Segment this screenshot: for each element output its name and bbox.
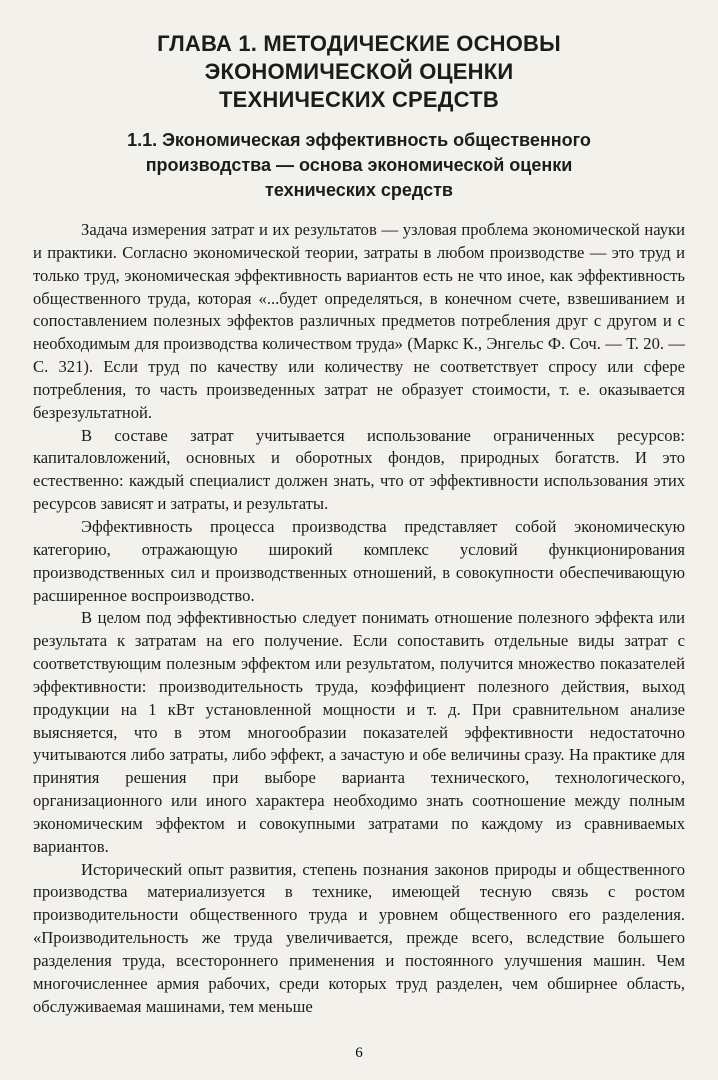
body-text — [33, 219, 685, 1019]
section-title-line: технических средств — [265, 180, 453, 200]
chapter-title-line: ГЛАВА 1. МЕТОДИЧЕСКИЕ ОСНОВЫ — [157, 31, 561, 56]
section-title-line: 1.1. Экономическая эффективность общественного — [127, 130, 591, 150]
section-title — [33, 128, 685, 203]
paragraph: В целом под эффективностью следует понимать отношение полезного эффекта или результата к затратам на его получение. Если сопоставить отдельные виды затрат с соответствующим полезным эффектом или результатом, получится множество показателей эффективности: производительность труда, коэффициент полезного действия, выход продукции на 1 кВт установленной мощности и т. д. При сравнительном анализе выясняется, что в этом многообразии показателей эффективности недостаточно учитываются либо затраты, либо эффект, а зачастую и обе величины сразу. На практике для принятия решения при выборе варианта технического, технологического, организационного или иного характера необходимо знать соотношение между полным экономическим эффектом и совокупными затратами по каждому из сравниваемых вариантов. — [33, 608, 685, 856]
paragraph: В составе затрат учитывается использование ограниченных ресурсов: капиталовложений, основных и оборотных фондов, природных богатств. И это естественно: каждый специалист должен знать, что от эффективности использования этих ресурсов зависят и затраты, и результаты. — [33, 425, 685, 514]
chapter-title-line: ТЕХНИЧЕСКИХ СРЕДСТВ — [219, 87, 499, 112]
paragraph: Эффективность процесса производства представляет собой экономическую категорию, отражающую широкий комплекс условий функционирования производственных сил и производственных отношений, в совокупности обеспечивающую расширенное воспроизводство. — [33, 516, 685, 605]
chapter-title-line: ЭКОНОМИЧЕСКОЙ ОЦЕНКИ — [204, 59, 514, 84]
paragraph: Задача измерения затрат и их результатов — узловая проблема экономической науки и практики. Согласно экономической теории, затраты в любом производстве — это труд и только труд, экономическая эффективность вариантов есть не что иное, как эффективность общественного труда, которая «...будет определяться, в конечном счете, взвешиванием и сопоставлением полезных эффектов различных предметов потребления друг с другом и с необходимым для производства количеством труда» (Маркс К., Энгельс Ф. Соч. — Т. 20. — С. 321). Если труд по качеству или количеству не соответствует спросу или сфере потребления, то часть произведенных затрат не образует стоимости, т. е. оказывается безрезультатной. — [33, 220, 685, 422]
paragraph: Исторический опыт развития, степень познания законов природы и общественного производства материализуется в технике, имеющей тесную связь с ростом производительности общественного труда и уровнем общественного его разделения. «Производительность же труда увеличивается, прежде всего, вследствие большего разделения труда, всестороннего применения и постоянного улучшения машин. Чем многочисленнее армия рабочих, среди которых труд разделен, чем обширнее область, обслуживаемая машинами, тем меньше — [33, 859, 685, 1016]
page-number: 6 — [355, 1045, 363, 1061]
chapter-title — [33, 30, 685, 114]
section-title-line: производства — основа экономической оценки — [145, 155, 573, 175]
